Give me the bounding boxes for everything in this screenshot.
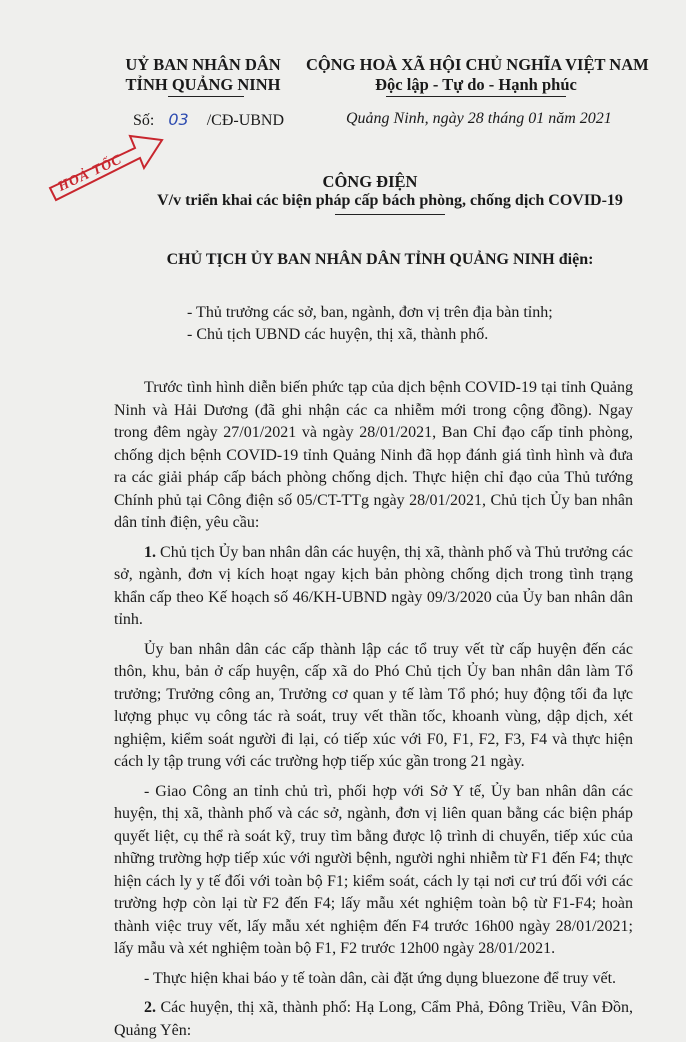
number-suffix: /CĐ-UBND <box>206 112 285 129</box>
item-number: 2. <box>144 999 156 1016</box>
paragraph-item-2: 2. Các huyện, thị xã, thành phố: Hạ Long, Cẩm Phả, Đông Triều, Vân Đồn, Quảng Yên: <box>114 999 633 1039</box>
issuer-province: TỈNH QUẢNG NINH <box>125 75 281 94</box>
national-title: CỘNG HOÀ XÃ HỘI CHỦ NGHĨA VIỆT NAM <box>306 55 649 74</box>
recipient-1: - Thủ trưởng các sở, ban, ngành, đơn vị trên địa bàn tỉnh; <box>187 304 553 321</box>
subject-underline <box>335 214 445 215</box>
paragraph-police-task: - Giao Công an tỉnh chủ trì, phối hợp với Sở Y tế, Ủy ban nhân dân các huyện, thị xã, thành phố và các sở, ngành, đơn vị liên quan bằng các biện pháp quyết liệt, cụ thể rà soát kỹ, truy tìm bằng được lộ trình di chuyển, tiếp xúc của những trường hợp tiếp xúc với người bệnh, người nghi nhiễm từ F1 đến F4; thực hiện cách ly y tế đối với toàn bộ F1; kiểm soát, cách ly tại nơi cư trú đối với các trường hợp còn lại từ F2 đến F4; lấy mẫu xét nghiệm toàn bộ từ F1-F4; hoàn thành việc truy vết, lấy mẫu xét nghiệm đến F4 trước 16h00 ngày 28/01/2021; lấy mẫu và xét nghiệm toàn bộ F1, F2 trước 12h00 ngày 28/01/2021. <box>114 782 633 957</box>
item-number: 1. <box>144 543 156 561</box>
sender-line: CHỦ TỊCH ỦY BAN NHÂN DÂN TỈNH QUẢNG NINH điện: <box>166 251 594 268</box>
document-type: CÔNG ĐIỆN <box>322 172 418 191</box>
paragraph-tracing-teams: Ủy ban nhân dân các cấp thành lập các tổ truy vết từ cấp huyện đến các thôn, khu, bản ở cấp huyện, cấp xã do Phó Chủ tịch Ủy ban nhân dân làm Tổ trưởng; Trưởng công an, Trưởng cơ quan y tế làm Tổ phó; huy động tối đa lực lượng phục vụ công tác rà soát, truy vết thần tốc, khoanh vùng, dập dịch, xét nghiệm, kiểm soát người đi lại, có tiếp xúc với F0, F1, F2, F3, F4 và thực hiện cách ly tập trung với các trường hợp tiếp xúc gần trong 21 ngày. <box>114 640 633 770</box>
paragraph-intro: Trước tình hình diễn biến phức tạp của dịch bệnh COVID-19 tại tỉnh Quảng Ninh và Hải Dương (đã ghi nhận các ca nhiễm mới trong cộng đồng). Ngay trong đêm ngày 27/01/2021 và ngày 28/01/2021, Ban Chỉ đạo cấp tỉnh phòng, chống dịch bệnh COVID-19 tỉnh Quảng Ninh đã họp đánh giá tình hình và đưa ra các giải pháp cấp bách phòng chống dịch. Thực hiện chỉ đạo của Thủ tướng Chính phủ tại Công điện số 05/CT-TTg ngày 28/01/2021, Chủ tịch Ủy ban nhân dân tỉnh điện, yêu cầu: <box>114 379 633 531</box>
national-motto: Độc lập - Tự do - Hạnh phúc <box>375 75 577 94</box>
issuer-name: UỶ BAN NHÂN DÂN <box>125 55 281 74</box>
number-prefix: Số: <box>133 112 155 129</box>
paragraph-health-declaration: - Thực hiện khai báo y tế toàn dân, cài đặt ứng dụng bluezone để truy vết. <box>144 969 617 987</box>
issuer-underline <box>168 96 244 97</box>
document-body <box>114 377 633 1042</box>
stamp-label: HOẢ TỐC <box>55 152 125 195</box>
motto-underline <box>386 96 566 97</box>
document-subject: V/v triển khai các biện pháp cấp bách phòng, chống dịch COVID-19 <box>157 192 623 209</box>
place-date: Quảng Ninh, ngày 28 tháng 01 năm 2021 <box>346 110 612 127</box>
recipient-2: - Chủ tịch UBND các huyện, thị xã, thành phố. <box>187 326 489 343</box>
paragraph-item-1: 1. Chủ tịch Ủy ban nhân dân các huyện, thị xã, thành phố và Thủ trưởng các sở, ngành, đơn vị kích hoạt ngay kịch bản phòng chống dịch trong tình trạng khẩn cấp theo Kế hoạch số 46/KH-UBND ngày 09/3/2020 của Ủy ban nhân dân tỉnh. <box>114 543 633 628</box>
number-value: 03 <box>168 110 189 129</box>
